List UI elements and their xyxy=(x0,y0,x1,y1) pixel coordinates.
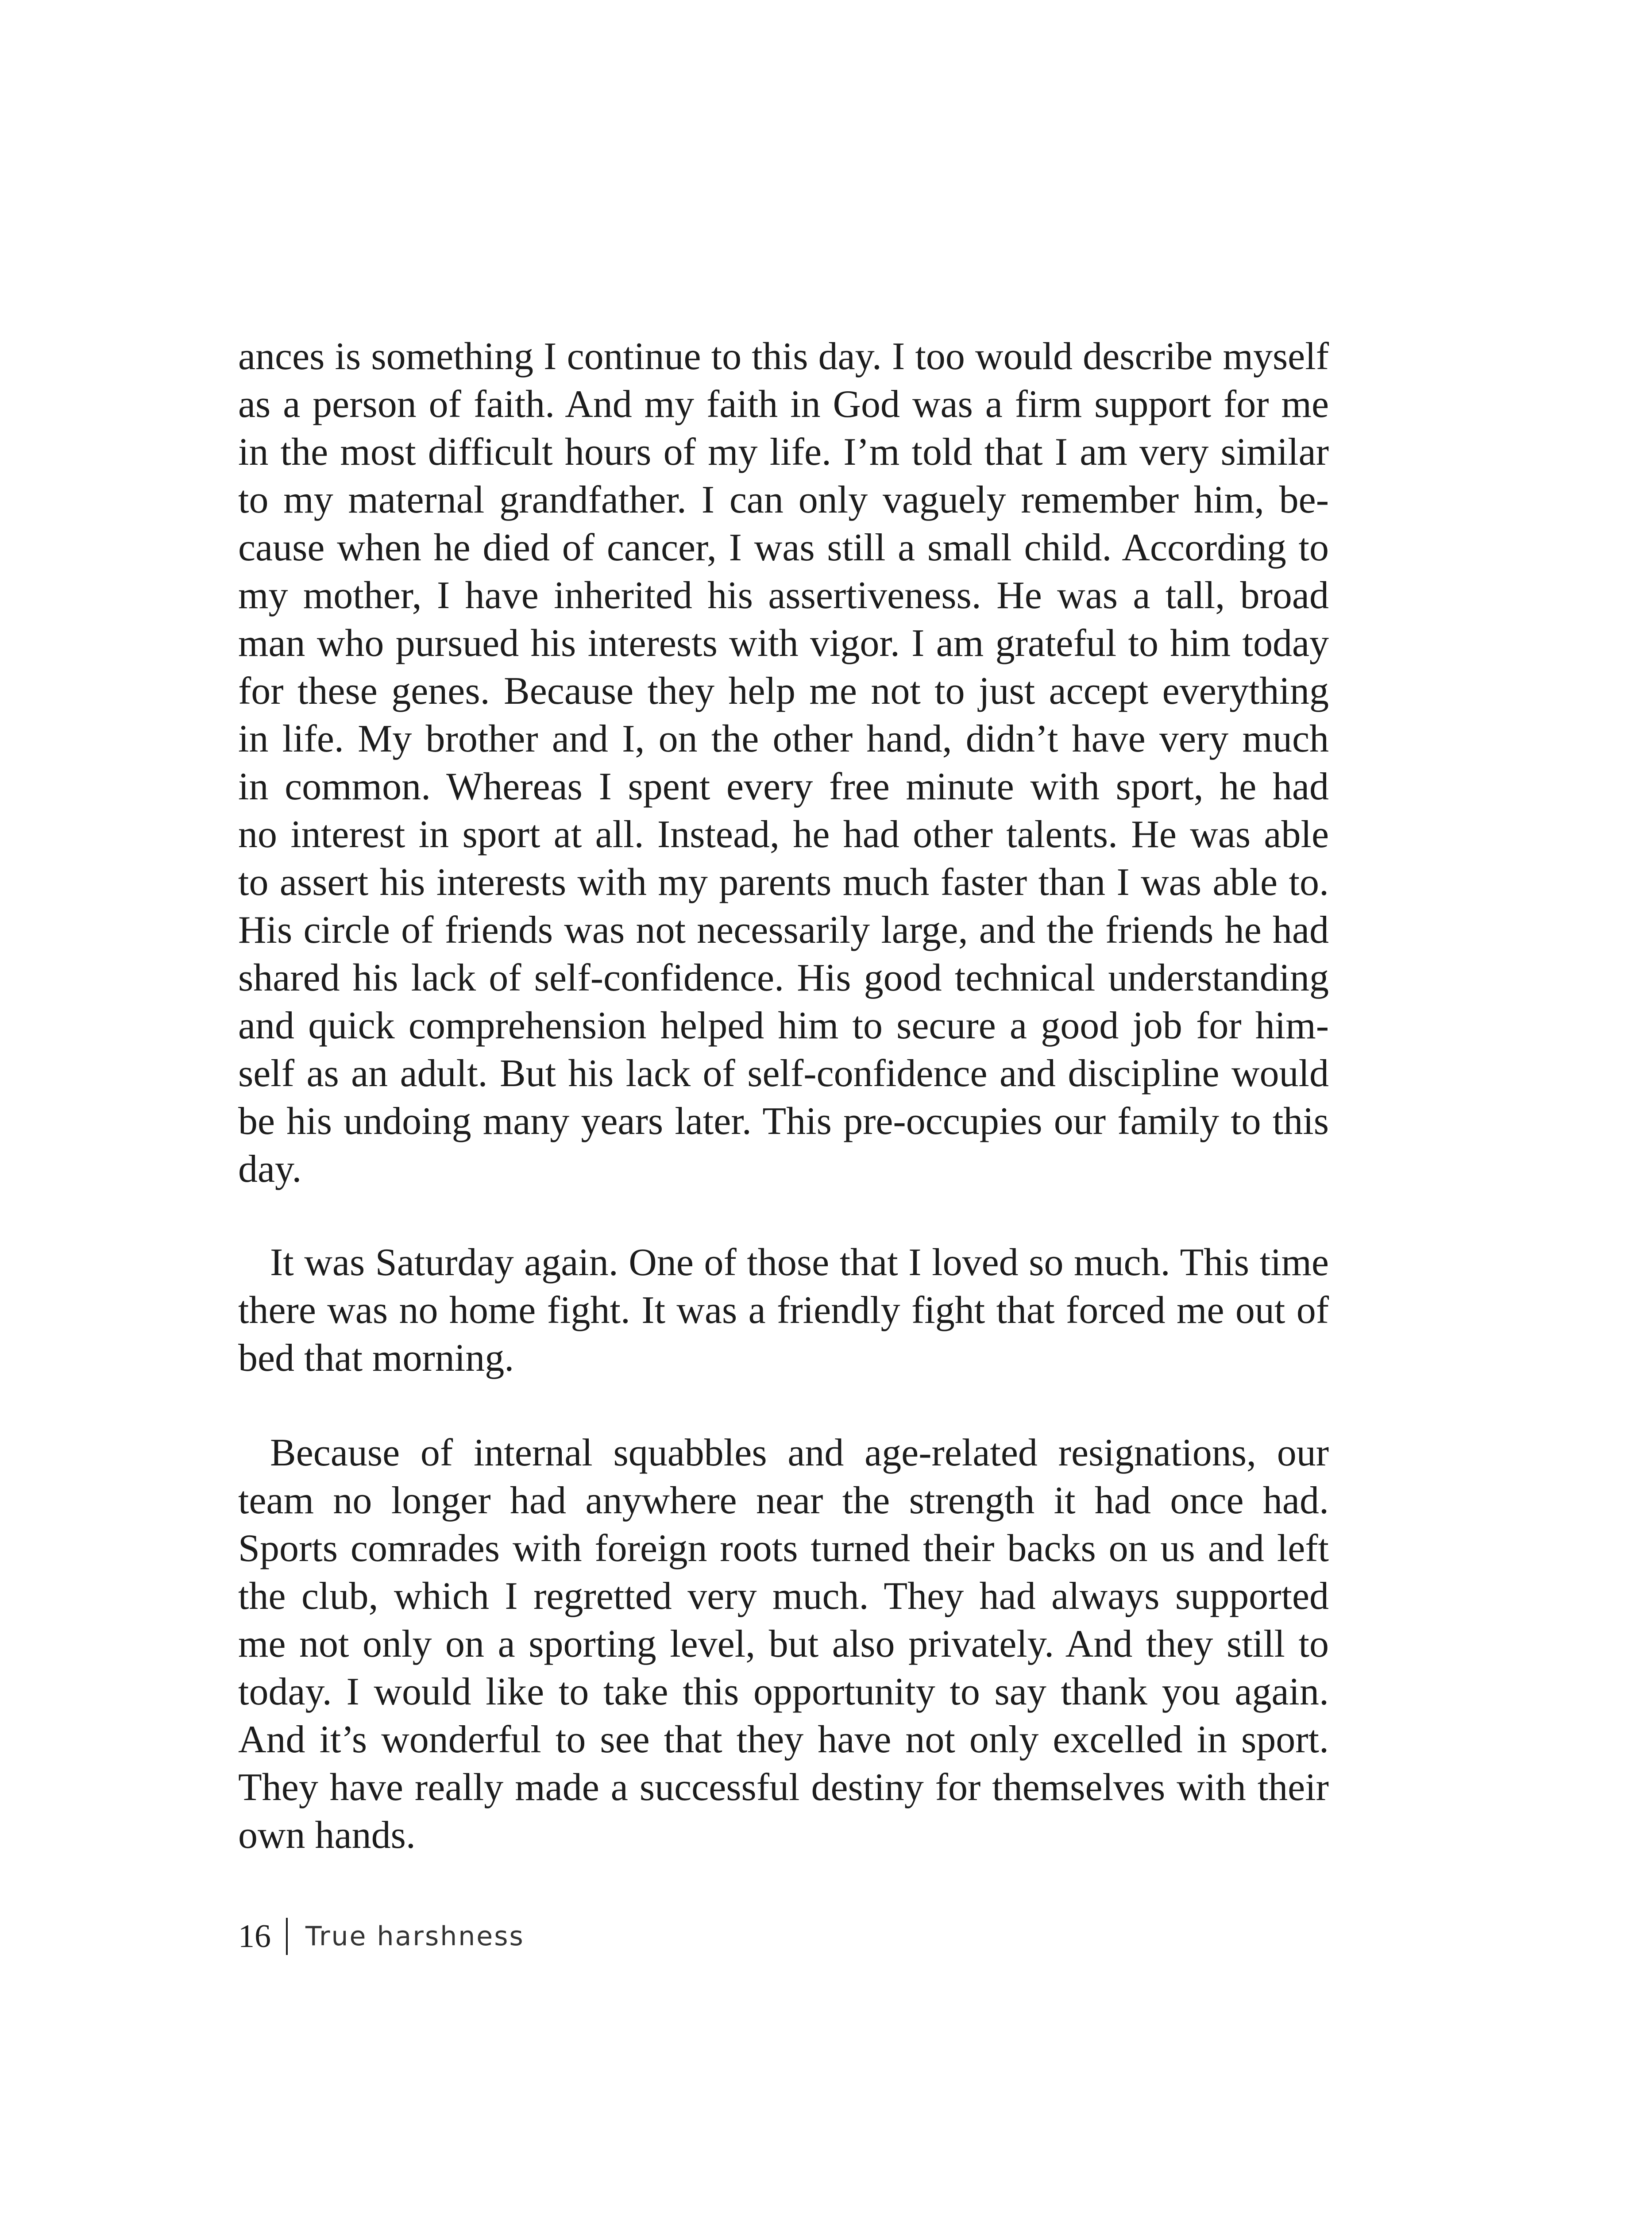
paragraph-3 xyxy=(238,1429,1329,1859)
paragraph-line: to assert his interests with my parents much faster than I was able to. xyxy=(238,861,1329,904)
paragraph-1 xyxy=(238,333,1329,1193)
paragraph-line: bed that morning. xyxy=(238,1337,514,1380)
paragraph-line: the club, which I regretted very much. They had always supported xyxy=(238,1575,1329,1618)
paragraph-line: His circle of friends was not necessarily large, and the friends he had xyxy=(238,909,1329,952)
paragraph-line: They have really made a successful destiny for themselves with their xyxy=(238,1766,1329,1809)
page-footer xyxy=(238,1916,525,1956)
paragraph-line: It was Saturday again. One of those that I loved so much. This time xyxy=(270,1241,1329,1284)
paragraph-line: and quick comprehension helped him to secure a good job for him- xyxy=(238,1004,1329,1047)
paragraph-line: team no longer had anywhere near the strength it had once had. xyxy=(238,1479,1329,1522)
paragraph-2 xyxy=(238,1239,1329,1382)
paragraph-line: self as an adult. But his lack of self-confidence and discipline would xyxy=(238,1052,1329,1095)
paragraph-line: Because of internal squabbles and age-related resignations, our xyxy=(270,1431,1329,1474)
paragraph-line: in life. My brother and I, on the other hand, didn’t have very much xyxy=(238,717,1329,760)
paragraph-line: man who pursued his interests with vigor. I am grateful to him today xyxy=(238,622,1329,665)
paragraph-line: ances is something I continue to this day. I too would describe myself xyxy=(238,335,1329,378)
page-number: 16 xyxy=(238,1918,271,1955)
paragraph-line: my mother, I have inherited his assertiveness. He was a tall, broad xyxy=(238,574,1329,617)
paragraph-line: Sports comrades with foreign roots turned their backs on us and left xyxy=(238,1527,1329,1570)
paragraph-line: for these genes. Because they help me not to just accept everything xyxy=(238,670,1329,713)
paragraph-line: be his undoing many years later. This pre-occupies our family to this xyxy=(238,1100,1329,1143)
paragraph-line: shared his lack of self-confidence. His good technical understanding xyxy=(238,956,1329,999)
paragraph-line: me not only on a sporting level, but also privately. And they still to xyxy=(238,1623,1329,1666)
paragraph-line: in common. Whereas I spent every free minute with sport, he had xyxy=(238,765,1329,808)
paragraph-line: own hands. xyxy=(238,1814,416,1857)
footer-divider xyxy=(286,1918,288,1955)
paragraph-line: in the most difficult hours of my life. I’m told that I am very similar xyxy=(238,431,1329,474)
paragraph-line: as a person of faith. And my faith in God was a firm support for me xyxy=(238,383,1329,426)
paragraph-line: cause when he died of cancer, I was still a small child. According to xyxy=(238,526,1329,569)
paragraph-line: day. xyxy=(238,1148,302,1191)
paragraph-line: there was no home fight. It was a friendly fight that forced me out of xyxy=(238,1289,1329,1332)
paragraph-line: to my maternal grandfather. I can only vaguely remember him, be- xyxy=(238,478,1329,521)
running-title: True harshness xyxy=(305,1921,525,1952)
paragraph-line: today. I would like to take this opportunity to say thank you again. xyxy=(238,1670,1329,1713)
paragraph-line: no interest in sport at all. Instead, he had other talents. He was able xyxy=(238,813,1329,856)
paragraph-line: And it’s wonderful to see that they have not only excelled in sport. xyxy=(238,1718,1329,1761)
